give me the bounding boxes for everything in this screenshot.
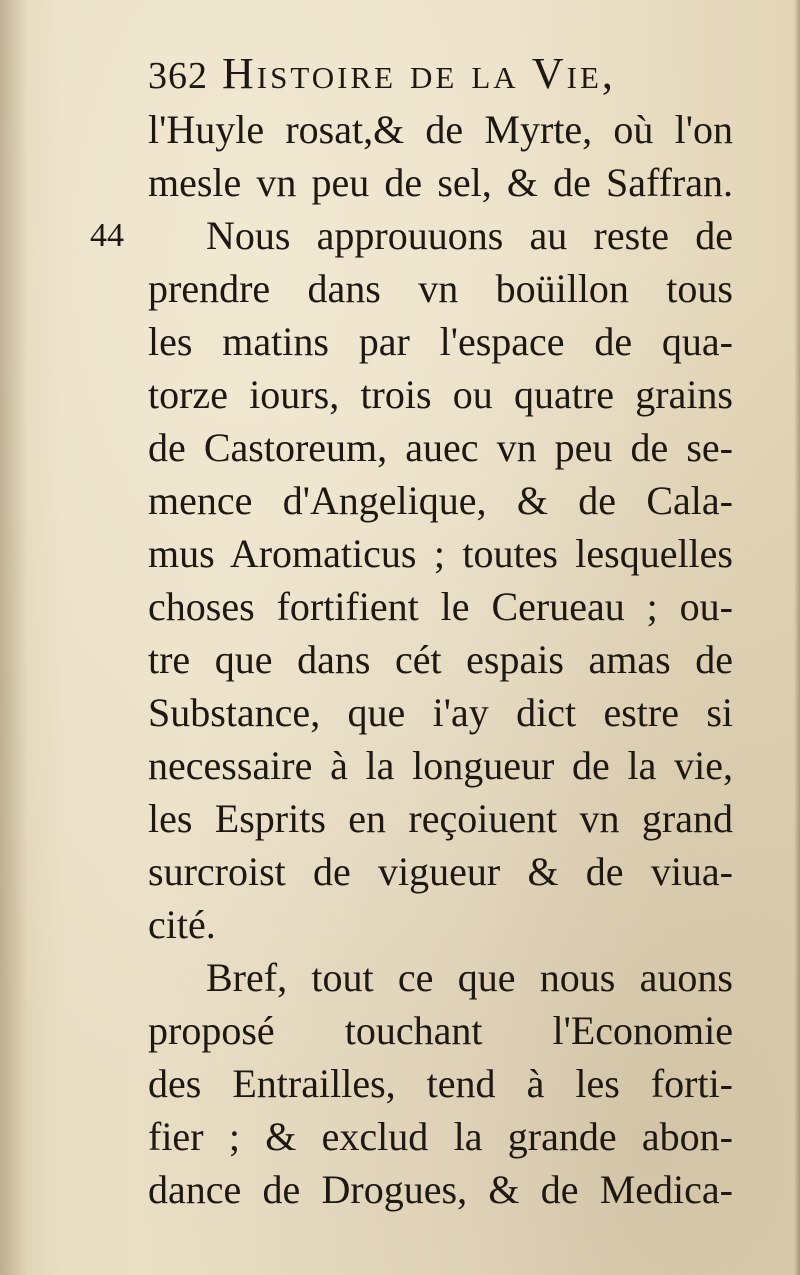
running-header bbox=[148, 49, 728, 98]
text-line: tre que dans cét espais amas de bbox=[148, 637, 733, 682]
text-line: des Entrailles, tend à les forti- bbox=[148, 1061, 733, 1106]
text-line: torze iours, trois ou quatre grains bbox=[148, 372, 733, 417]
margin-note-number: 44 bbox=[90, 217, 124, 254]
text-line: Substance, que i'ay dict estre si bbox=[148, 690, 733, 735]
text-line: mesle vn peu de sel, & de Saffran. bbox=[148, 160, 733, 205]
text-line: les matins par l'espace de qua- bbox=[148, 319, 733, 364]
text-line: les Esprits en reçoiuent vn grand bbox=[148, 796, 733, 841]
text-line: de Castoreum, auec vn peu de se- bbox=[148, 425, 733, 470]
text-line: mence d'Angelique, & de Cala- bbox=[148, 478, 733, 523]
text-line: dance de Drogues, & de Medica- bbox=[148, 1167, 733, 1212]
text-line: proposé touchant l'Economie bbox=[148, 1008, 733, 1053]
gutter-shadow bbox=[0, 0, 28, 1275]
page-edge bbox=[794, 0, 800, 1275]
running-title: Histoire de la Vie, bbox=[222, 49, 616, 98]
text-line: fier ; & exclud la grande abon- bbox=[148, 1114, 733, 1159]
text-line: prendre dans vn boüillon tous bbox=[148, 266, 733, 311]
text-line: necessaire à la longueur de la vie, bbox=[148, 743, 733, 788]
page-number: 362 bbox=[148, 55, 208, 97]
text-line: mus Aromaticus ; toutes lesquelles bbox=[148, 531, 733, 576]
text-line: choses fortifient le Cerueau ; ou- bbox=[148, 584, 733, 629]
text-line: l'Huyle rosat,& de Myrte, où l'on bbox=[148, 107, 733, 152]
text-line: Bref, tout ce que nous auons bbox=[206, 955, 733, 1000]
text-line: surcroist de vigueur & de viua- bbox=[148, 849, 733, 894]
text-line: Nous approuuons au reste de bbox=[206, 213, 733, 258]
text-line: cité. bbox=[148, 902, 216, 947]
